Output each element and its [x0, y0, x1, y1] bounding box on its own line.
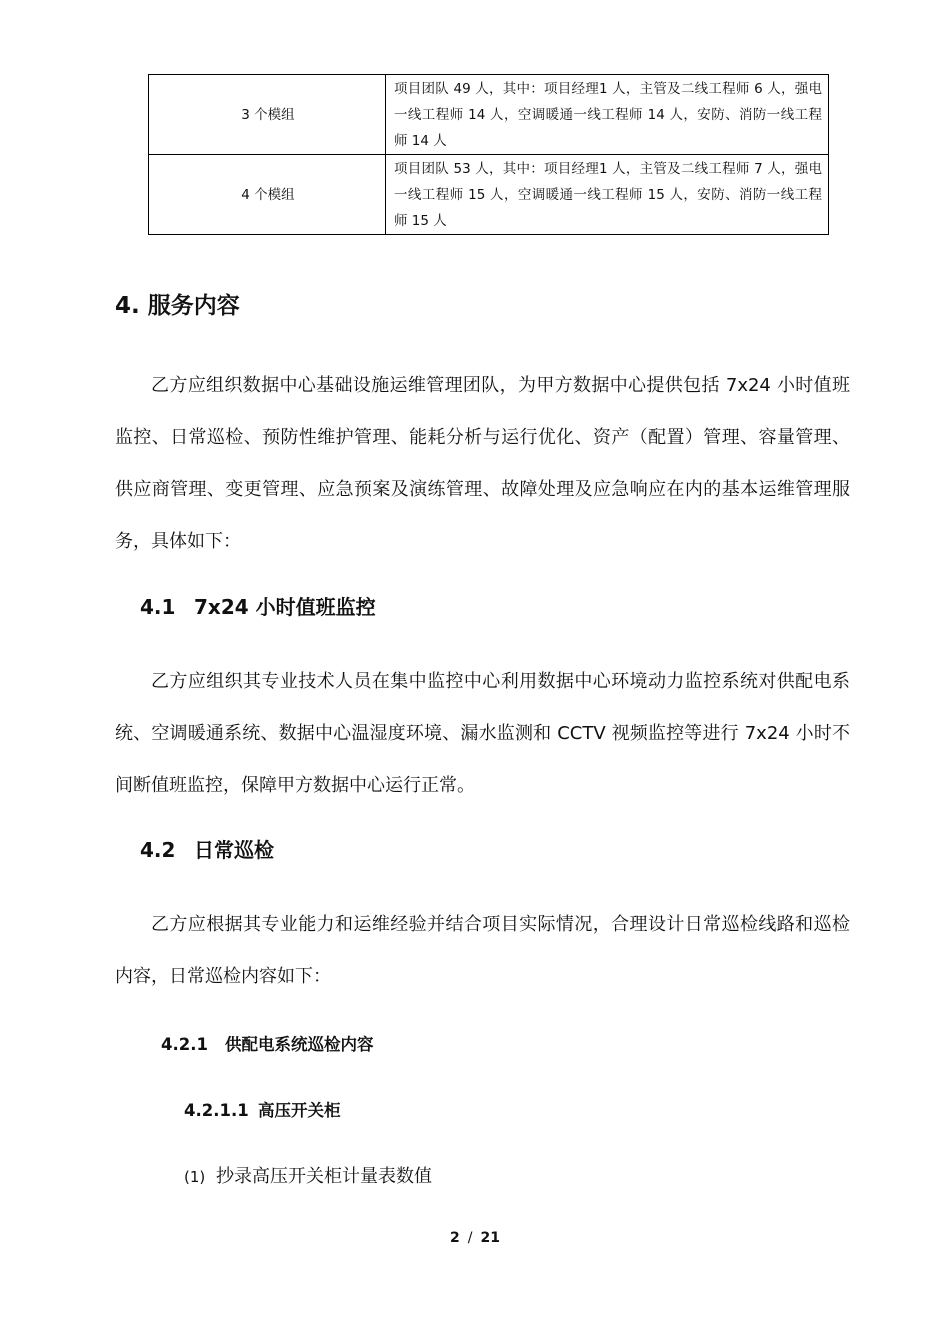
team-composition-cell: 项目团队 49 人，其中：项目经理1 人，主管及二线工程师 6 人，强电一线工程师 14 人，空调暖通一线工程师 14 人，安防、消防一线工程师 14 人 [386, 75, 829, 155]
section-4-2-1-heading [161, 1031, 374, 1059]
page-total: 21 [480, 1230, 500, 1246]
section-4-2-1-1-heading [184, 1097, 341, 1125]
page-number: 2 [450, 1230, 460, 1246]
page-footer [0, 1226, 950, 1250]
section-4-2-paragraph: 乙方应根据其专业能力和运维经验并结合项目实际情况，合理设计日常巡检线路和巡检内容，日常巡检内容如下： [115, 914, 850, 987]
heading-number: 4.2.1 [161, 1035, 208, 1054]
section-4-2-heading [140, 834, 274, 866]
page-separator: / [467, 1230, 473, 1246]
section-4-1-paragraph: 乙方应组织其专业技术人员在集中监控中心利用数据中心环境动力监控系统对供配电系统、空调暖通系统、数据中心温湿度环境、漏水监测和 CCTV 视频监控等进行 7x24 小时不间断值班监控，保障甲方数据中心运行正常。 [115, 671, 850, 796]
heading-title: 日常巡检 [194, 838, 274, 862]
list-item [184, 1162, 432, 1192]
module-count-cell: 4 个模组 [149, 155, 386, 235]
heading-title: 高压开关柜 [258, 1101, 341, 1120]
heading-title: 7x24 小时值班监控 [194, 595, 376, 619]
table-row [149, 75, 829, 155]
list-item-text: 抄录高压开关柜计量表数值 [216, 1166, 432, 1187]
heading-number: 4.2 [140, 838, 176, 862]
section-4-paragraph: 乙方应组织数据中心基础设施运维管理团队，为甲方数据中心提供包括 7x24 小时值班监控、日常巡检、预防性维护管理、能耗分析与运行优化、资产（配置）管理、容量管理、供应商管理、变更管理、应急预案及演练管理、故障处理及应急响应在内的基本运维管理服务，具体如下： [115, 375, 850, 552]
heading-number: 4.2.1.1 [184, 1101, 249, 1120]
section-4-1-heading [140, 591, 376, 623]
heading-title: 供配电系统巡检内容 [225, 1035, 374, 1054]
section-4-heading: 4. 服务内容 [115, 293, 240, 319]
table-row [149, 155, 829, 235]
heading-number: 4.1 [140, 595, 176, 619]
team-composition-cell: 项目团队 53 人，其中：项目经理1 人，主管及二线工程师 7 人，强电一线工程师 15 人，空调暖通一线工程师 15 人，安防、消防一线工程师 15 人 [386, 155, 829, 235]
staffing-table [148, 74, 829, 235]
list-item-number: (1) [184, 1168, 206, 1186]
module-count-cell: 3 个模组 [149, 75, 386, 155]
